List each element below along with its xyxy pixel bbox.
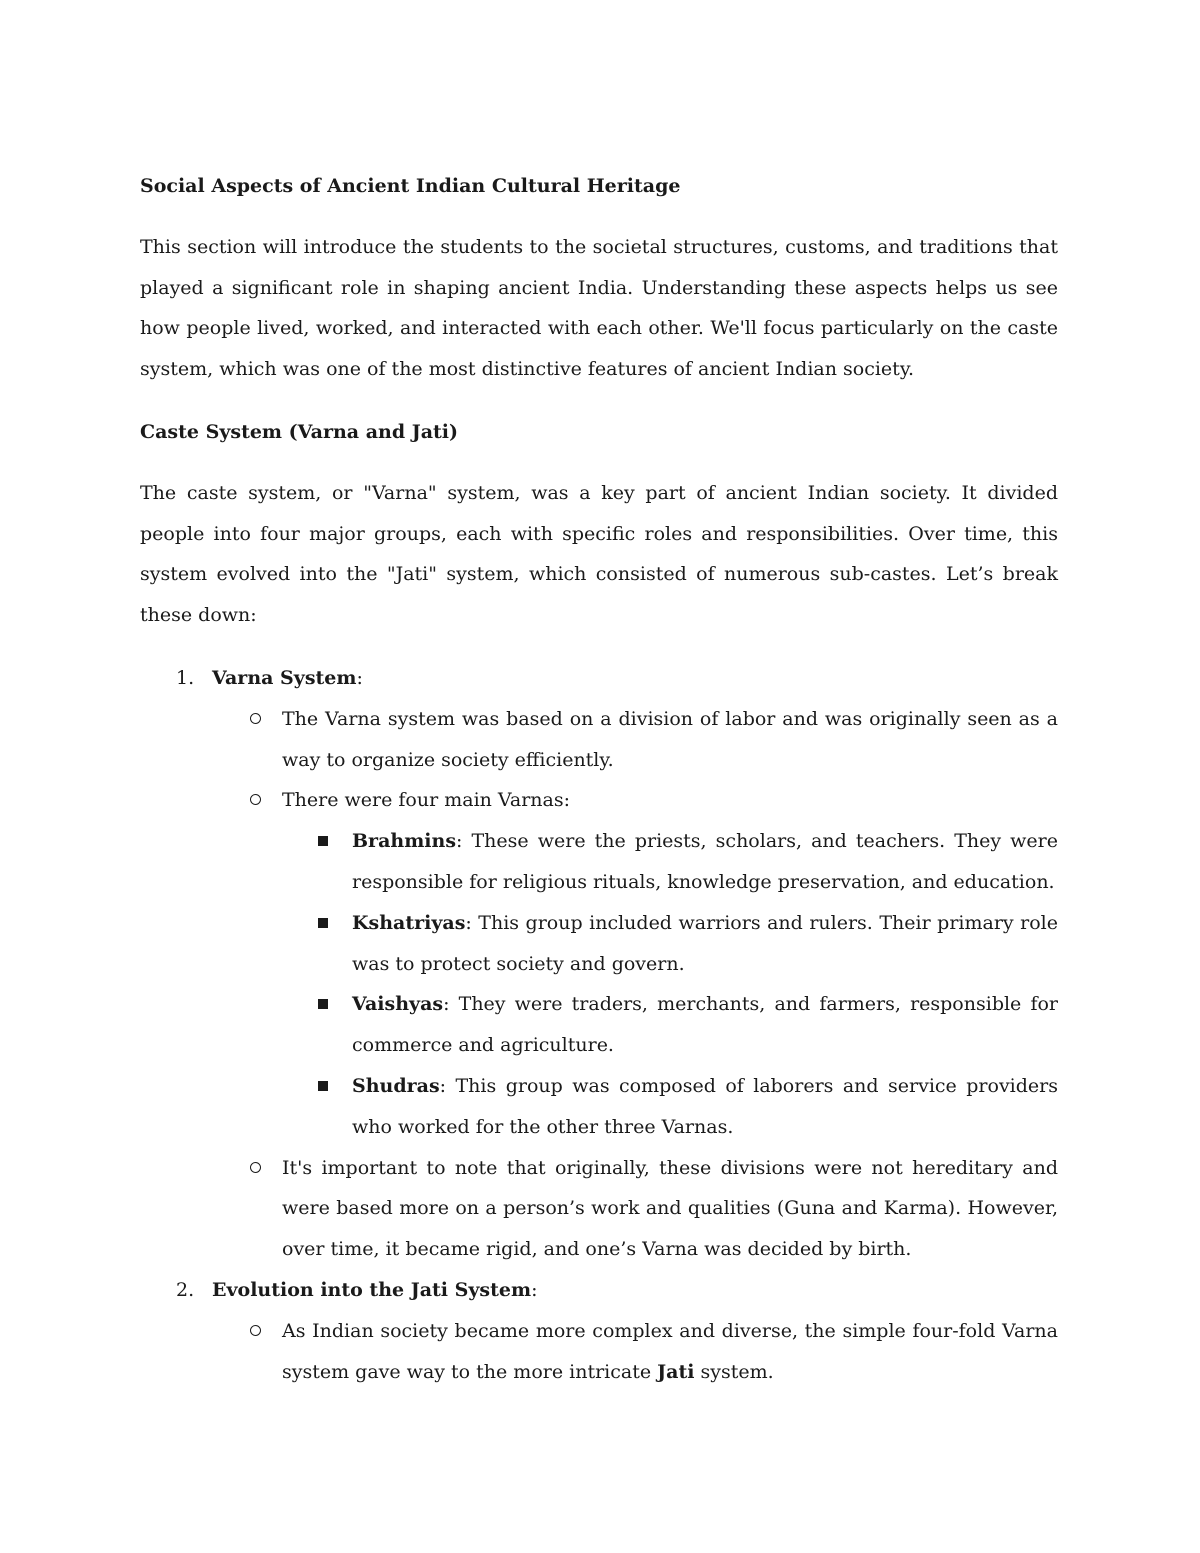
list-item-label: Varna System: [212,666,363,689]
caste-intro-paragraph: The caste system, or "Varna" system, was a key part of ancient Indian society. It divided people into four major groups, each with specific roles and responsibilities. Over time, this system evolved into the "Jati" system, which consisted of numerous sub-castes. Let’s break these down: [140,481,1058,627]
hollow-circle-bullet-icon [250,1325,261,1336]
varna-item-brahmins: Brahmins: These were the priests, scholars, and teachers. They were responsible for religious rituals, knowledge preservation, and education. [282,821,1058,903]
sub-list-item: The Varna system was based on a division of labor and was originally seen as a way to organize society efficiently. [212,699,1058,781]
intro-paragraph: This section will introduce the students to the societal structures, customs, and traditions that played a significant role in shaping ancient India. Understanding these aspects helps us see how people lived, worked, and interacted with each other. We'll focus particularly on the caste system, which was one of the most distinctive features of ancient Indian society. [140,235,1058,381]
hollow-circle-bullet-icon [250,794,261,805]
hollow-circle-bullet-icon [250,713,261,724]
sub-list [212,1311,1058,1393]
varna-item-shudras: Shudras: This group was composed of laborers and service providers who worked for the other three Varnas. [282,1066,1058,1148]
caste-system-heading: Caste System (Varna and Jati) [140,420,459,443]
sub-list-item: There were four main Varnas: Brahmins: These were the priests, scholars, and teachers. They were responsible for religious rituals, knowledge preservation, and education. Kshatriyas: This group included warriors and rulers. Their primary role was to protect society and govern. Vaishyas: They were traders, merchants, and farmers, responsible for commerce and agriculture. Shudras: This group was composed of laborers and service providers who worked for the other three Varnas. [212,780,1058,1147]
sub-list-item: As Indian society became more complex and diverse, the simple four-fold Varna system gave way to the more intricate Jati system. [212,1311,1058,1393]
document-page [140,166,1058,1392]
varna-item-kshatriyas: Kshatriyas: This group included warriors and rulers. Their primary role was to protect society and govern. [282,903,1058,985]
numbered-list [140,658,1058,1392]
square-bullet-icon [318,918,328,928]
list-item-varna-system [140,658,1058,1270]
square-bullet-icon [318,836,328,846]
sub-list-item: It's important to note that originally, these divisions were not hereditary and were based more on a person’s work and qualities (Guna and Karma). However, over time, it became rigid, and one’s Varna was decided by birth. [212,1148,1058,1270]
sub-list [212,699,1058,1270]
list-number: 1. [176,666,195,689]
square-bullet-icon [318,999,328,1009]
hollow-circle-bullet-icon [250,1162,261,1173]
document-title: Social Aspects of Ancient Indian Cultural Heritage [140,175,681,197]
list-item-label: Evolution into the Jati System: [212,1278,538,1301]
varna-list [282,821,1058,1147]
list-item-jati-system [140,1270,1058,1392]
varna-item-vaishyas: Vaishyas: They were traders, merchants, and farmers, responsible for commerce and agriculture. [282,984,1058,1066]
list-number: 2. [176,1278,195,1301]
square-bullet-icon [318,1081,328,1091]
